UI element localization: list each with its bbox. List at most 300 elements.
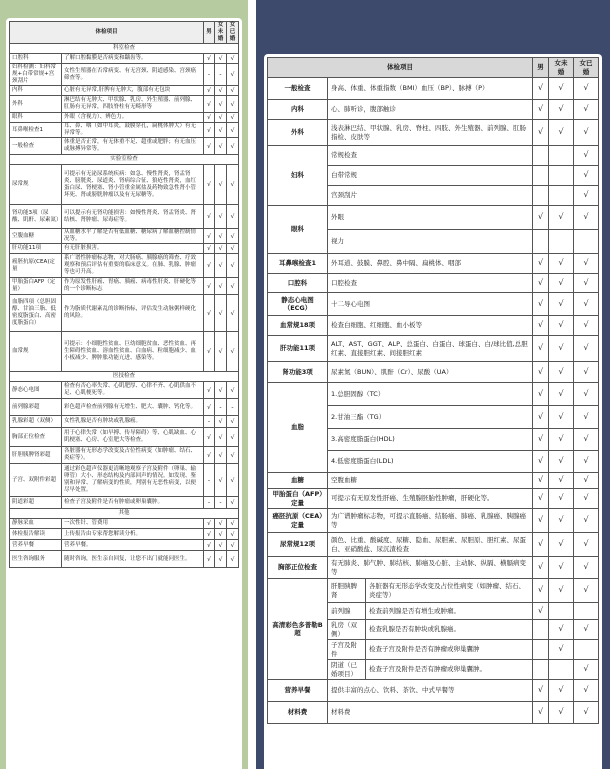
right-exam-name: 胸部正位检查 (268, 557, 328, 579)
right-exam-row (268, 533, 599, 557)
left-mark-unmarried: √ (215, 382, 227, 399)
left-exam-name: 血脂四项（总胆固醇、甘油三脂、低密度脂蛋白、高密度脂蛋白） (10, 295, 62, 332)
right-mark-male: √ (533, 100, 549, 120)
left-exam-row (10, 551, 239, 568)
right-mark-unmarried: √ (549, 473, 574, 489)
right-mark-married: √ (574, 680, 599, 702)
left-exam-row (10, 540, 239, 551)
right-sub-desc: 宫颈刮片 (328, 186, 533, 206)
right-sub-desc: 1.总胆固醇（TC） (328, 383, 533, 406)
left-exam-desc: 各脏器有无形态学改变及占位性病变（如肿瘤、结石、炎症等）。 (62, 447, 204, 464)
right-mark-male: √ (533, 680, 549, 702)
right-mark-male: √ (533, 473, 549, 489)
right-sub-desc: 常规检查 (328, 146, 533, 166)
right-exam-desc: ALT、AST、GGT、ALP、总蛋白、白蛋白、球蛋白、白/球比值,总胆红素、直接胆红素、间接胆红素 (328, 336, 533, 362)
left-exam-name: 静态心电图 (10, 382, 62, 399)
right-exam-name: 一般检查 (268, 78, 328, 100)
left-exam-name: 医生咨询服务 (10, 551, 62, 568)
right-header-item: 体检项目 (268, 58, 533, 78)
left-mark-married: √ (227, 295, 239, 332)
right-exam-row (268, 100, 599, 120)
right-mark-unmarried: √ (549, 120, 574, 146)
left-exam-row (10, 497, 239, 509)
left-mark-unmarried: √ (215, 332, 227, 372)
left-mark-unmarried: √ (215, 113, 227, 123)
left-mark-male: - (204, 64, 215, 86)
left-header-married: 女已婚 (227, 22, 239, 44)
left-header-unmarried: 女未婚 (215, 22, 227, 44)
right-mark-married: √ (574, 100, 599, 120)
right-mark-male: √ (533, 274, 549, 293)
left-mark-unmarried: √ (215, 205, 227, 229)
left-mark-unmarried: √ (215, 229, 227, 244)
right-exam-desc: 有无肺炎、肺气肿、肺结核、肺癌及心脏、主动脉、纵膈、横膈病变等 (328, 557, 533, 579)
left-exam-row (10, 278, 239, 295)
right-exam-desc: 心、肺听诊，腹部触诊 (328, 100, 533, 120)
left-mark-unmarried: √ (215, 54, 227, 64)
right-mark-male: √ (533, 316, 549, 336)
right-mark-married: √ (574, 383, 599, 406)
left-exam-row (10, 113, 239, 123)
right-exam-row (268, 362, 599, 383)
right-exam-desc: 口腔检查 (328, 274, 533, 293)
right-exam-name: 血常规18项 (268, 316, 328, 336)
right-exam-desc: 材料费 (328, 702, 533, 724)
left-mark-unmarried: √ (215, 138, 227, 155)
right-exam-desc: 为广谱肿瘤标志物，可提示直肠癌、结肠癌、肺癌、乳腺癌、胰腺癌等 (328, 509, 533, 533)
right-exam-name: 材料费 (268, 702, 328, 724)
left-section-title: 实验室检查 (10, 155, 239, 165)
left-mark-married: √ (227, 254, 239, 278)
left-section-row (10, 44, 239, 54)
right-mark-unmarried: √ (549, 429, 574, 451)
right-mark-married: √ (574, 509, 599, 533)
left-exam-row (10, 428, 239, 447)
left-exam-row (10, 229, 239, 244)
left-mark-male: √ (204, 540, 215, 551)
left-mark-male: √ (204, 382, 215, 399)
left-mark-unmarried: √ (215, 254, 227, 278)
left-exam-row (10, 244, 239, 254)
right-table-body (268, 78, 599, 724)
right-mark-unmarried: √ (549, 620, 574, 640)
left-exam-name: 乳腺彩超（双侧） (10, 416, 62, 428)
left-mark-unmarried: √ (215, 295, 227, 332)
left-exam-row (10, 382, 239, 399)
left-exam-desc: 作为原发性肝癌、胃癌、胰癌、病毒性肝炎、肝硬化等的一个诊断标志 (62, 278, 204, 295)
right-mark-male: √ (533, 78, 549, 100)
left-exam-desc: 有无肝脏损害。 (62, 244, 204, 254)
left-exam-desc: 淋巴结有无肿大、甲状腺、乳房、外生殖器、前列腺、肛肠有无异常，四肢脊柱有无畸形等 (62, 96, 204, 113)
right-mark-male: √ (533, 579, 549, 603)
right-exam-row (268, 120, 599, 146)
left-exam-name: 甲胎蛋白AFP（定量） (10, 278, 62, 295)
right-mark-married: √ (574, 579, 599, 603)
right-exam-desc: 浅表淋巴结、甲状腺、乳房、脊柱、四肢、外生殖器、前列腺、肛肠指检、皮肤等 (328, 120, 533, 146)
right-exam-name: 营养早餐 (268, 680, 328, 702)
left-section-row (10, 372, 239, 382)
right-sub-name: 前列腺 (328, 603, 366, 620)
left-exam-desc: 可提示：小细胞性贫血、巨幼细胞贫血、恶性贫血、再生障碍性贫血、溶血性贫血、白血病、粒细胞减少、血小板减少、脾肿胀功能亢进、感染等。 (62, 332, 204, 372)
right-mark-married (574, 603, 599, 620)
right-exam-desc: 可提示有无原发性肝癌、生殖腺胚胎性肿瘤，肝硬化等。 (328, 489, 533, 509)
right-mark-married (574, 230, 599, 254)
left-exam-name: 静脉采血 (10, 519, 62, 529)
right-mark-male (533, 146, 549, 166)
left-mark-unmarried: √ (215, 244, 227, 254)
left-exam-name: 肾功能3项（尿酸、肌酐、尿素氮） (10, 205, 62, 229)
right-mark-male: √ (533, 206, 549, 230)
left-mark-male: √ (204, 96, 215, 113)
right-mark-male (533, 166, 549, 186)
right-mark-male (533, 620, 549, 640)
right-mark-unmarried: √ (549, 640, 574, 660)
right-exam-row (268, 680, 599, 702)
left-mark-married: √ (227, 138, 239, 155)
left-exam-name: 前列腺彩超 (10, 399, 62, 416)
left-exam-row (10, 529, 239, 540)
left-mark-unmarried: - (215, 497, 227, 509)
left-mark-unmarried: √ (215, 96, 227, 113)
right-sheet (264, 54, 602, 769)
left-header-row (10, 22, 239, 44)
left-mark-married: √ (227, 540, 239, 551)
right-mark-married: √ (574, 451, 599, 473)
left-mark-unmarried: - (215, 399, 227, 416)
right-exam-row (268, 254, 599, 274)
right-sub-desc: 视力 (328, 230, 533, 254)
right-exam-desc: 尿素氮（BUN）、肌酐（Cr）、尿酸（UA） (328, 362, 533, 383)
left-sheet (6, 18, 242, 769)
left-mark-married: √ (227, 428, 239, 447)
right-exam-row (268, 336, 599, 362)
left-exam-row (10, 123, 239, 138)
left-table-body (10, 44, 239, 568)
right-mark-male: √ (533, 120, 549, 146)
left-exam-name: 口腔科 (10, 54, 62, 64)
left-mark-married: - (227, 399, 239, 416)
right-mark-male: √ (533, 451, 549, 473)
left-mark-male: √ (204, 519, 215, 529)
right-exam-name: 耳鼻喉检查1 (268, 254, 328, 274)
right-mark-married: √ (574, 78, 599, 100)
left-exam-row (10, 416, 239, 428)
right-mark-unmarried: √ (549, 579, 574, 603)
left-mark-male: √ (204, 138, 215, 155)
right-exam-name: 外科 (268, 120, 328, 146)
right-mark-married: √ (574, 620, 599, 640)
left-exam-name: 癌胚抗原(CEA)定量 (10, 254, 62, 278)
right-mark-married: √ (574, 120, 599, 146)
left-exam-desc: 作为脂质代谢紊乱的诊断指标，评估发生动脉粥样硬化的风险。 (62, 295, 204, 332)
left-exam-row (10, 96, 239, 113)
left-header-male: 男 (204, 22, 215, 44)
left-exam-desc: 外眼（含视力）、辨色力。 (62, 113, 204, 123)
right-mark-unmarried: √ (549, 274, 574, 293)
left-mark-married: √ (227, 497, 239, 509)
right-mark-male: √ (533, 254, 549, 274)
left-mark-married: √ (227, 244, 239, 254)
left-exam-row (10, 447, 239, 464)
right-mark-male: √ (533, 362, 549, 383)
left-mark-unmarried: √ (215, 519, 227, 529)
left-section-title: 科室检查 (10, 44, 239, 54)
left-exam-row (10, 464, 239, 497)
right-sub-name: 肝胆胰脾肾 (328, 579, 366, 603)
left-mark-married: √ (227, 464, 239, 497)
right-sub-desc: 外眼 (328, 206, 533, 230)
right-mark-unmarried: √ (549, 362, 574, 383)
right-mark-unmarried: √ (549, 206, 574, 230)
right-exam-subrow (268, 206, 599, 230)
right-exam-desc: 十二导心电图 (328, 293, 533, 316)
right-exam-row (268, 509, 599, 533)
left-exam-row (10, 399, 239, 416)
left-mark-married: √ (227, 551, 239, 568)
left-exam-desc: 上传报告由专家帮您解读分析。 (62, 529, 204, 540)
left-mark-unmarried: √ (215, 428, 227, 447)
right-exam-row (268, 473, 599, 489)
right-mark-male: √ (533, 429, 549, 451)
left-exam-row (10, 86, 239, 96)
left-mark-married: √ (227, 519, 239, 529)
right-mark-unmarried: √ (549, 680, 574, 702)
right-sub-desc: 检查子宫及附件是否有肿瘤或卵巢囊肿 (366, 640, 533, 660)
right-exam-desc: 空腹血糖 (328, 473, 533, 489)
right-mark-married: √ (574, 557, 599, 579)
right-mark-married: √ (574, 702, 599, 724)
left-mark-married: √ (227, 332, 239, 372)
left-panel (0, 0, 248, 769)
left-mark-unmarried: √ (215, 278, 227, 295)
left-section-title: 其他 (10, 509, 239, 519)
left-mark-married: √ (227, 529, 239, 540)
right-mark-unmarried: √ (549, 533, 574, 557)
left-exam-desc: 女性生殖器在否常病变、有无宫颈、阴道感染、宫颈癌筛查等。 (62, 64, 204, 86)
right-sub-desc: 检查子宫及附件是否有肿瘤或卵巢囊肿。 (366, 660, 533, 680)
right-exam-desc: 检查白细胞、红细胞、血小板等 (328, 316, 533, 336)
right-mark-male: √ (533, 509, 549, 533)
left-mark-married: √ (227, 64, 239, 86)
left-exam-desc: 心脏有无异常,肝脾有无肿大，腹部有无包块 (62, 86, 204, 96)
left-exam-name: 眼科 (10, 113, 62, 123)
right-mark-married: √ (574, 533, 599, 557)
left-mark-unmarried: √ (215, 540, 227, 551)
right-exam-row (268, 293, 599, 316)
left-exam-desc: 用于心律失常（如早搏、传导障碍）等、心肌缺血、心肌梗塞、心房、心室肥大等检查。 (62, 428, 204, 447)
right-mark-married: √ (574, 254, 599, 274)
left-mark-male: √ (204, 86, 215, 96)
right-mark-unmarried: √ (549, 383, 574, 406)
left-exam-name: 空腹血糖 (10, 229, 62, 244)
right-exam-name: 甲胎蛋白（AFP）定量 (268, 489, 328, 509)
right-exam-name: 血糖 (268, 473, 328, 489)
left-exam-desc: 营养早餐。 (62, 540, 204, 551)
right-mark-married (574, 640, 599, 660)
left-mark-male: √ (204, 244, 215, 254)
right-sub-desc: 各脏器有无形态学改变及占位性病变（如肿瘤、结石、炎症等） (366, 579, 533, 603)
left-mark-male: √ (204, 447, 215, 464)
left-header-item: 体检项目 (10, 22, 204, 44)
left-mark-married: √ (227, 165, 239, 205)
left-mark-unmarried: √ (215, 123, 227, 138)
right-exam-row (268, 489, 599, 509)
right-mark-unmarried: √ (549, 78, 574, 100)
right-mark-married: √ (574, 406, 599, 429)
left-exam-desc: 可提示有无泌尿系统疾病：如急、慢性肾炎，肾盂肾炎、膀胱炎、尿道炎、肾病综合征、狼疮性肾炎，血红蛋白尿、肾梗塞、肾小管重金属盐及药物致急性肾小管坏死、肾或膀胱肿瘤以及有无尿糖等。 (62, 165, 204, 205)
right-exam-desc: 身高、体重、体重指数（BMI）血压（BP）、脉搏（P） (328, 78, 533, 100)
right-sub-name: 阴道（已婚项目） (328, 660, 366, 680)
left-mark-married: √ (227, 416, 239, 428)
left-mark-male: √ (204, 428, 215, 447)
left-exam-desc: 通过彩色超声仪器更清晰地观察子宫及附件（卵巢、输卵管）大小、形态结构及内部回声的情况。如发现、鉴别和异常、了解病变的性质，判别有无恶性病变，以便尽早处置。 (62, 464, 204, 497)
left-exam-name: 内科 (10, 86, 62, 96)
right-group-name: 妇科 (268, 146, 328, 206)
left-mark-married: √ (227, 123, 239, 138)
left-mark-married: √ (227, 229, 239, 244)
right-mark-male (533, 640, 549, 660)
right-mark-married: √ (574, 166, 599, 186)
left-exam-name: 尿常规 (10, 165, 62, 205)
right-exam-desc: 提供丰富的点心、饮料、茶饮、中式早餐等 (328, 680, 533, 702)
left-mark-married: √ (227, 113, 239, 123)
left-exam-name: 营养早餐 (10, 540, 62, 551)
left-mark-male: √ (204, 399, 215, 416)
right-exam-desc: 颜色、比重、酸碱度、尿糖、隐血、尿胆素、尿胆原、胆红素、尿蛋白、亚硝酸盐、尿沉渣检查 (328, 533, 533, 557)
left-mark-male: √ (204, 229, 215, 244)
left-section-row (10, 509, 239, 519)
right-mark-unmarried: √ (549, 451, 574, 473)
right-mark-married: √ (574, 489, 599, 509)
left-exam-name: 子宫、双附件彩超 (10, 464, 62, 497)
right-mark-male: √ (533, 702, 549, 724)
right-mark-married: √ (574, 473, 599, 489)
right-mark-male: √ (533, 603, 549, 620)
right-mark-male (533, 230, 549, 254)
right-exam-row (268, 702, 599, 724)
right-mark-male: √ (533, 489, 549, 509)
left-mark-male: - (204, 416, 215, 428)
right-exam-row (268, 316, 599, 336)
right-mark-unmarried (549, 186, 574, 206)
left-exam-row (10, 54, 239, 64)
right-mark-male (533, 186, 549, 206)
right-sub-desc: 3.高密度脂蛋白(HDL) (328, 429, 533, 451)
right-mark-unmarried (549, 166, 574, 186)
right-exam-subrow (268, 579, 599, 603)
left-exam-name: 外科 (10, 96, 62, 113)
left-mark-male: √ (204, 529, 215, 540)
left-exam-name: 一般检查 (10, 138, 62, 155)
right-mark-male: √ (533, 406, 549, 429)
left-mark-unmarried: √ (215, 86, 227, 96)
right-mark-unmarried: √ (549, 293, 574, 316)
right-mark-male: √ (533, 336, 549, 362)
left-mark-married: √ (227, 86, 239, 96)
left-mark-unmarried: √ (215, 447, 227, 464)
right-mark-unmarried: √ (549, 316, 574, 336)
right-exam-row (268, 274, 599, 293)
left-mark-male: √ (204, 123, 215, 138)
left-exam-desc: 可以提示有无肾功能损害：如慢性肾炎、肾盂肾炎、肾结核、肾肿瘤、尿毒症等。 (62, 205, 204, 229)
left-exam-desc: 了解口腔黏膜是否病变和龋齿等。 (62, 54, 204, 64)
right-mark-unmarried: √ (549, 336, 574, 362)
right-mark-married: √ (574, 293, 599, 316)
right-group-name: 眼科 (268, 206, 328, 254)
right-exam-name: 口腔科 (268, 274, 328, 293)
right-exam-name: 尿常规12项 (268, 533, 328, 557)
right-mark-married: √ (574, 660, 599, 680)
right-header-unmarried: 女未婚 (549, 58, 574, 78)
right-group-name: 高清彩色多普勒B超 (268, 579, 328, 680)
left-exam-desc: 检查有否心率失常、心肌肥厚、心律不齐、心肌供血不足、心肌梗死等。 (62, 382, 204, 399)
left-mark-male: √ (204, 54, 215, 64)
right-exam-name: 肝功能11项 (268, 336, 328, 362)
right-exam-table (267, 57, 599, 724)
left-mark-male: √ (204, 295, 215, 332)
left-exam-row (10, 254, 239, 278)
left-mark-married: √ (227, 447, 239, 464)
left-exam-row (10, 138, 239, 155)
right-mark-unmarried (549, 603, 574, 620)
right-sub-desc: 2.甘油三酯（TG） (328, 406, 533, 429)
left-mark-male: √ (204, 254, 215, 278)
left-exam-table (9, 21, 239, 568)
right-exam-subrow (268, 383, 599, 406)
right-sub-name: 子宫及附件 (328, 640, 366, 660)
right-mark-married: √ (574, 146, 599, 166)
right-mark-married: √ (574, 316, 599, 336)
right-mark-unmarried: √ (549, 509, 574, 533)
right-mark-unmarried (549, 146, 574, 166)
right-sub-name: 乳房（双侧） (328, 620, 366, 640)
right-header-married: 女已婚 (574, 58, 599, 78)
left-mark-unmarried: √ (215, 529, 227, 540)
left-exam-row (10, 165, 239, 205)
right-exam-desc: 外耳道、鼓膜、鼻腔、鼻中隔、扁桃体、咽部 (328, 254, 533, 274)
right-mark-unmarried: √ (549, 100, 574, 120)
right-exam-row (268, 78, 599, 100)
left-mark-male: √ (204, 165, 215, 205)
right-mark-unmarried: √ (549, 557, 574, 579)
left-mark-married: √ (227, 96, 239, 113)
right-group-name: 血脂 (268, 383, 328, 473)
right-mark-married: √ (574, 186, 599, 206)
left-mark-unmarried: √ (215, 551, 227, 568)
left-exam-row (10, 64, 239, 86)
left-exam-desc: 随时咨询，医生亲自回复，让您不出门就能问医生。 (62, 551, 204, 568)
left-mark-unmarried: √ (215, 165, 227, 205)
left-exam-name: 胸部正位检查 (10, 428, 62, 447)
right-mark-married: √ (574, 336, 599, 362)
right-mark-male: √ (533, 533, 549, 557)
left-exam-name: 体检报告解读 (10, 529, 62, 540)
right-mark-married: √ (574, 362, 599, 383)
left-exam-desc: 耳、鼻、咽（如中耳炎，鼓膜穿孔，扁桃体肿大）有无异常等。 (62, 123, 204, 138)
right-exam-subrow (268, 146, 599, 166)
right-mark-male: √ (533, 383, 549, 406)
left-exam-desc: 检查子宫及附件是否有肿瘤或卵巢囊肿。 (62, 497, 204, 509)
right-exam-name: 癌胚抗原（CEA）定量 (268, 509, 328, 533)
left-mark-male: √ (204, 551, 215, 568)
left-mark-married: √ (227, 278, 239, 295)
left-exam-desc: 从血糖水平了解是否有低血糖、糖尿病了解血糖控制情况等。 (62, 229, 204, 244)
left-mark-married: √ (227, 54, 239, 64)
right-mark-unmarried: √ (549, 489, 574, 509)
left-mark-male: √ (204, 278, 215, 295)
right-exam-name: 肾功能3项 (268, 362, 328, 383)
right-mark-married: √ (574, 274, 599, 293)
